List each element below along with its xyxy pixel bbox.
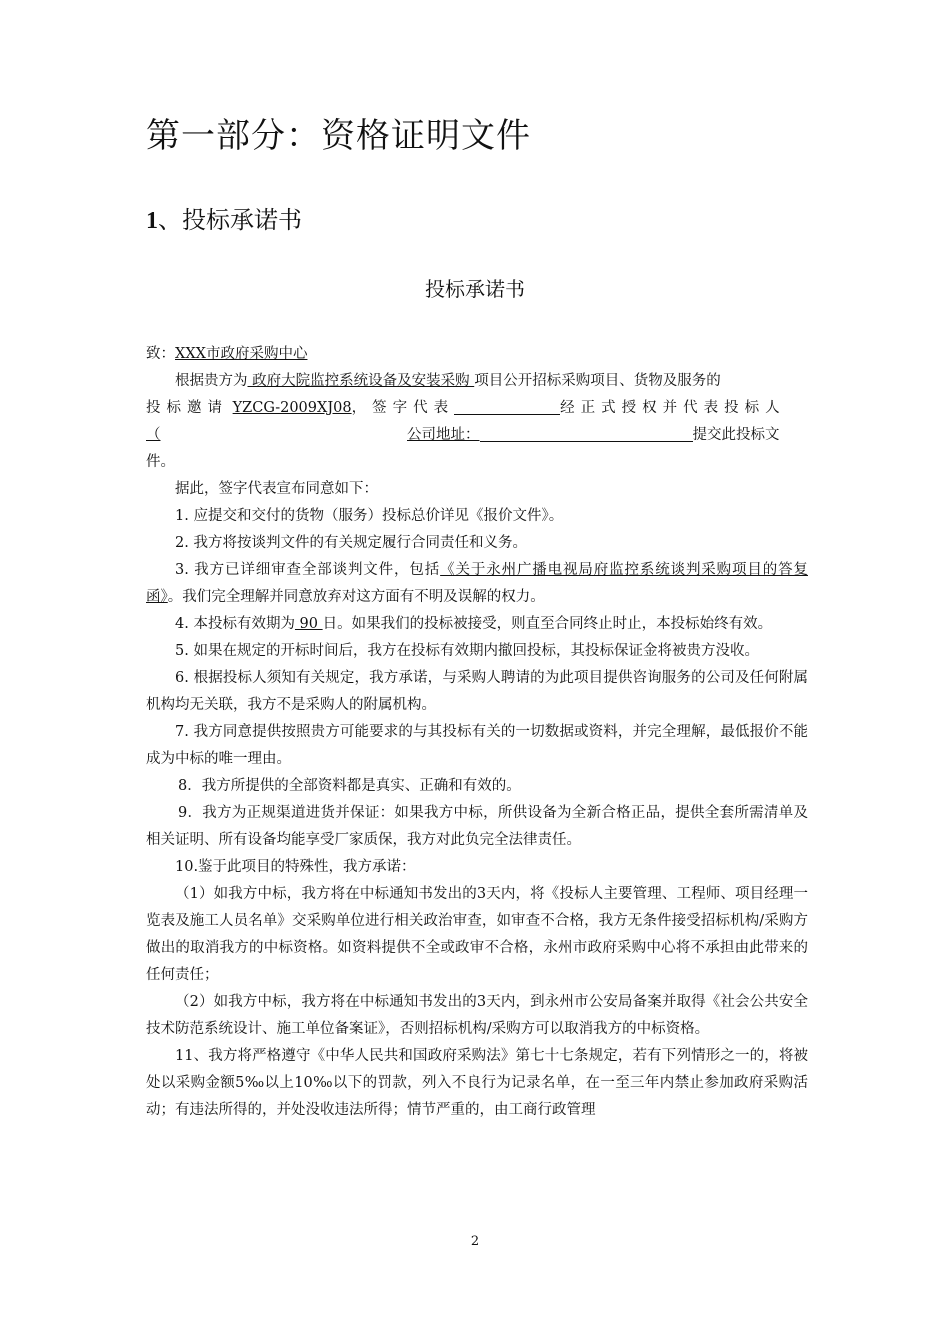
reply-letter-title: 《关于永州广播电视局府监控系统谈判采购项目的答复函》 (146, 562, 808, 605)
addressee-name: XXX市政府采购中心 (175, 346, 308, 362)
page-number: 2 (470, 1234, 480, 1249)
clause-9: 9．我方为正规渠道进货并保证：如果我方中标，所供设备为全新合格正品，提供全套所需清单及相关证明、所有设备均能享受厂家质保，我方对此负完全法律责任。 (146, 805, 808, 848)
bidder-blank[interactable]: （ (146, 427, 161, 443)
validity-days: 90 (294, 616, 323, 632)
intro-line-1: 根据贵方为 政府大院监控系统设备及安装采购 项目公开招标采购项目、货物及服务的 (175, 373, 721, 389)
addressee: 致：XXX市政府采购中心 (146, 346, 308, 362)
clause-10-1: （1）如我方中标，我方将在中标通知书发出的3天内，将《投标人主要管理、工程师、项目经理一览表及施工人员名单》交采购单位进行相关政治审查，如审查不合格，我方无条件接受招标机构/采购方做出的取消我方的中标资格。如资料提供不全或政审不合格，永州市政府采购中心将不承担由此带来的任何责任； (146, 886, 808, 983)
address-label: 公司地址： (407, 427, 480, 443)
section-title: 、投标承诺书 (158, 206, 302, 234)
agree-line: 据此，签字代表宣布同意如下： (175, 481, 378, 497)
clause-2: 2. 我方将按谈判文件的有关规定履行合同责任和义务。 (175, 535, 527, 551)
signatory-blank[interactable] (454, 398, 560, 415)
section-heading (146, 200, 302, 235)
clause-6: 6. 根据投标人须知有关规定，我方承诺，与采购人聘请的为此项目提供咨询服务的公司及任何附属机构均无关联，我方不是采购人的附属机构。 (146, 670, 808, 713)
clause-7: 7. 我方同意提供按照贵方可能要求的与其投标有关的一切数据或资料，并完全理解，最低报价不能成为中标的唯一理由。 (146, 724, 808, 767)
clause-3: 3. 我方已详细审查全部谈判文件，包括《关于永州广播电视局府监控系统谈判采购项目的答复函》。我们完全理解并同意放弃对这方面有不明及误解的权力。 (146, 562, 808, 605)
project-name: 政府大院监控系统设备及安装采购 (247, 373, 475, 389)
section-number: 1 (146, 208, 158, 234)
clause-5: 5. 如果在规定的开标时间后，我方在投标有效期内撤回投标，其投标保证金将被贵方没收。 (175, 643, 759, 659)
intro-line-4: 件。 (146, 454, 175, 470)
address-blank[interactable] (480, 425, 693, 442)
document-title: 投标承诺书 (425, 277, 525, 301)
part-heading: 第一部分：资格证明文件 (146, 116, 531, 156)
clause-10: 10.鉴于此项目的特殊性，我方承诺： (175, 859, 416, 875)
clause-1: 1. 应提交和交付的货物（服务）投标总价详见《报价文件》。 (175, 508, 564, 524)
tender-code: YZCG-2009XJ08 (232, 400, 352, 416)
clause-10-2: （2）如我方中标，我方将在中标通知书发出的3天内，到永州市公安局备案并取得《社会公共安全技术防范系统设计、施工单位备案证》，否则招标机构/采购方可以取消我方的中标资格。 (146, 994, 808, 1037)
clause-4: 4. 本投标有效期为 90 日。如果我们的投标被接受，则直至合同终止时止，本投标始终有效。 (175, 616, 773, 632)
intro-line-3: （ 公司地址： 提交此投标文 (146, 422, 808, 449)
intro-line-2: 投标邀请 YZCG-2009XJ08，签字代表 经正式授权并代表投标人 (146, 400, 786, 416)
clause-8: 8．我方所提供的全部资料都是真实、正确和有效的。 (178, 778, 521, 794)
clause-11: 11、我方将严格遵守《中华人民共和国政府采购法》第七十七条规定，若有下列情形之一的，将被处以采购金额5‰以上10‰以下的罚款，列入不良行为记录名单，在一至三年内禁止参加政府采购活动；有违法所得的，并处没收违法所得；情节严重的，由工商行政管理 (146, 1048, 808, 1118)
document-body (146, 341, 808, 1124)
